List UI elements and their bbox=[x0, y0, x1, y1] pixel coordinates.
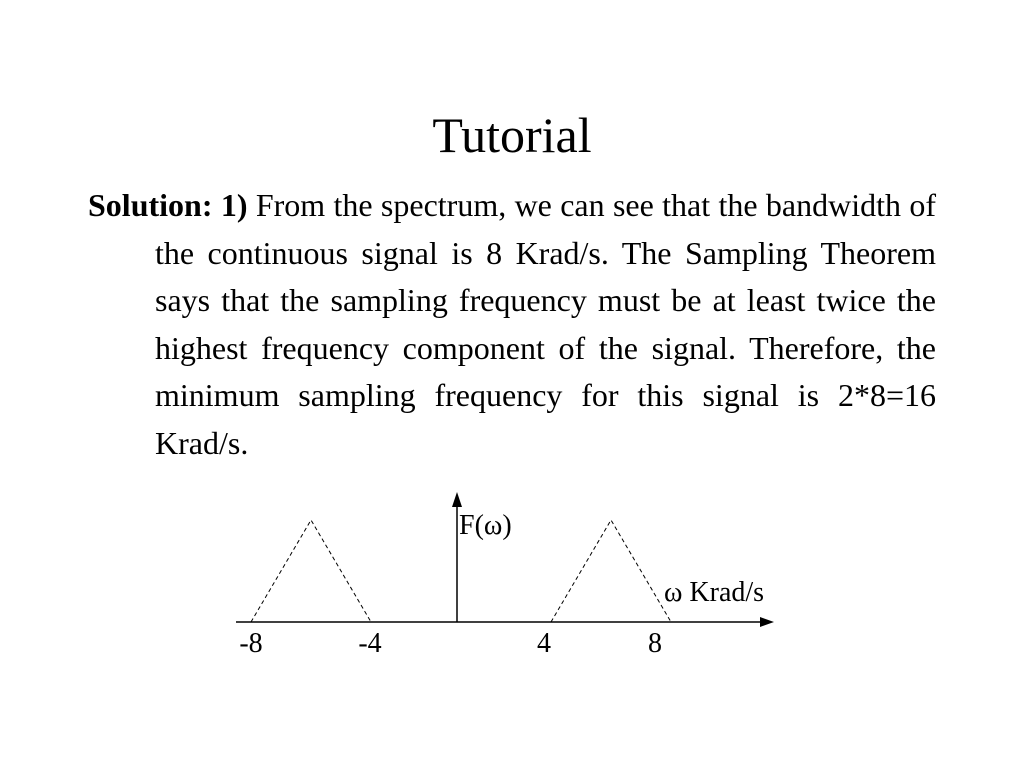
solution-body: From the spectrum, we can see that the bandwidth of the continuous signal is 8 Krad/s. The Sampling Theorem says that the sampling frequency must be at least twice the highest frequency component of the signal. Therefore, the minimum sampling frequency for this signal is 2*8=16 Krad/s. bbox=[155, 187, 937, 461]
tick-label-neg8: -8 bbox=[239, 628, 263, 659]
y-axis-arrowhead bbox=[452, 492, 462, 507]
tick-label-neg4: -4 bbox=[358, 628, 382, 659]
spectrum-triangle-positive bbox=[551, 520, 671, 622]
tick-label-4: 4 bbox=[537, 628, 551, 659]
x-axis-arrowhead bbox=[760, 617, 774, 627]
slide-title: Tutorial bbox=[432, 107, 592, 163]
tick-label-8: 8 bbox=[648, 628, 662, 659]
y-axis-label: F(ω) bbox=[459, 510, 512, 541]
solution-lead: Solution: 1) bbox=[88, 187, 248, 223]
spectrum-triangle-negative bbox=[251, 520, 371, 622]
x-axis-label: ω Krad/s bbox=[664, 577, 765, 608]
